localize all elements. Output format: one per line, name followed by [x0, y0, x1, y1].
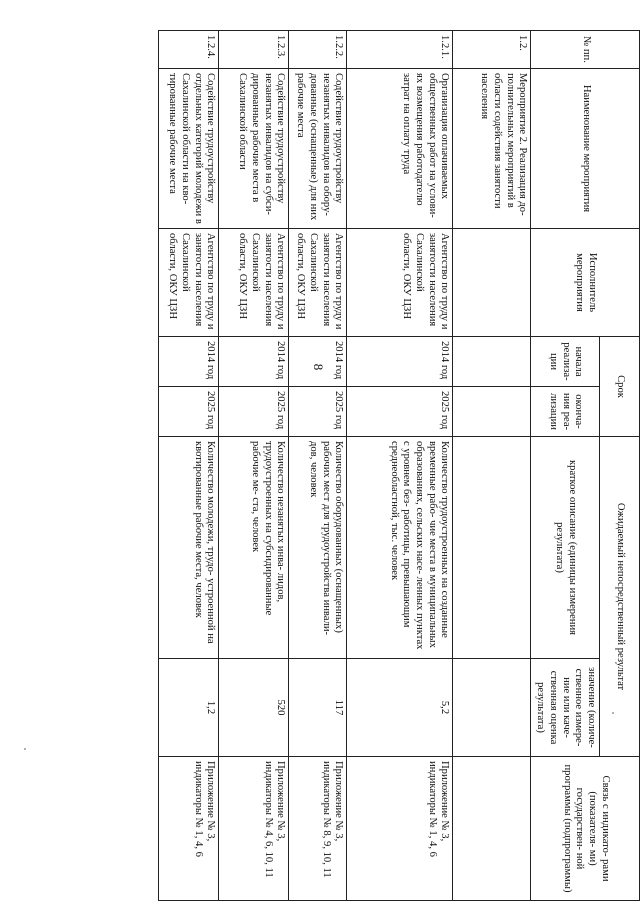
row-executor — [453, 229, 531, 337]
row-value: 5,2 — [347, 659, 453, 757]
header-executor: Исполнитель мероприятия — [531, 229, 640, 337]
row-end — [453, 387, 531, 437]
measures-table — [158, 30, 640, 901]
header-name: Наименование мероприятия — [531, 69, 640, 229]
row-desc — [453, 437, 531, 659]
row-num: 1.2.3. — [219, 31, 289, 69]
row-end: 2025 год — [289, 387, 347, 437]
row-desc: Количество трудоустроенных на созданные временные рабо- чие места в муниципальных образованиях, сельских насе- ленных пунктах с уровнем без- работицы, превышающим среднеобластной, тыс. человек — [347, 437, 453, 659]
table-sheet — [167, 30, 640, 900]
row-link — [453, 757, 531, 901]
header-result: Ожидаемый непосредственный результат — [600, 437, 640, 757]
scan-speck — [612, 712, 614, 714]
table-row — [453, 31, 531, 901]
row-num: 1.2.2. — [289, 31, 347, 69]
header-term-start: начала реализа- ции — [531, 337, 600, 387]
header-link: Связь с индикато- рами (показателя- ми) государствен- ной программы (подпрограммы) — [531, 757, 640, 901]
header-num: № пп. — [531, 31, 640, 69]
row-num: 1.2. — [453, 31, 531, 69]
row-end: 2025 год — [347, 387, 453, 437]
header-result-value: значение (количе- ственное измере- ние или каче- ственная оценка результата) — [531, 659, 600, 757]
table-row — [159, 31, 219, 901]
row-value: 520 — [219, 659, 289, 757]
row-value: 117 — [289, 659, 347, 757]
header-term: Срок — [600, 337, 640, 437]
header-term-end: оконча- ния реа- лизации — [531, 387, 600, 437]
table-row — [289, 31, 347, 901]
row-desc: Количество незанятых инва- лидов, трудоустроенных на субсидированные рабочие ме- ста, человек — [219, 437, 289, 659]
row-name: Содействие трудоустройству отдельных категорий молодежи в Сахалинской области на кво- тированные рабочие места — [159, 69, 219, 229]
row-link: Приложение № 3, индикаторы № 8, 9, 10, 11 — [289, 757, 347, 901]
page-number: 8 — [311, 363, 326, 371]
row-start: 2014 год — [219, 337, 289, 387]
row-num: 1.2.4. — [159, 31, 219, 69]
row-start: 2014 год — [159, 337, 219, 387]
row-executor: Агентство по труду и занятости населения Сахалинской области, ОКУ ЦЗН — [347, 229, 453, 337]
row-name: Содействие трудоустройству незанятых инвалидов на обору- дованные (оснащенные) для них рабочие места — [289, 69, 347, 229]
row-num: 1.2.1. — [347, 31, 453, 69]
table-row — [347, 31, 453, 901]
scan-speck — [24, 748, 26, 750]
row-executor: Агентство по труду и занятости населения Сахалинской области, ОКУ ЦЗН — [289, 229, 347, 337]
row-start — [453, 337, 531, 387]
row-desc: Количество молодежи, трудо- устроенной на квотированные рабочие места, человек — [159, 437, 219, 659]
row-end: 2025 год — [219, 387, 289, 437]
row-executor: Агентство по труду и занятости населения Сахалинской области, ОКУ ЦЗН — [159, 229, 219, 337]
row-name: Содействие трудоустройству незанятых инвалидов на субси- дированные рабочие места в Сахалинской области — [219, 69, 289, 229]
row-value: 1,2 — [159, 659, 219, 757]
row-value — [453, 659, 531, 757]
table-row — [219, 31, 289, 901]
header-result-desc: краткое описание (единицы измерения результата) — [531, 437, 600, 659]
row-link: Приложение № 3, индикаторы № 1, 4, 6 — [347, 757, 453, 901]
row-name: Мероприятие 2. Реализация до- полнительных мероприятий в области содействия занятости населения — [453, 69, 531, 229]
row-end: 2025 год — [159, 387, 219, 437]
row-executor: Агентство по труду и занятости населения Сахалинской области, ОКУ ЦЗН — [219, 229, 289, 337]
row-start: 2014 год — [289, 337, 347, 387]
row-link: Приложение № 3, индикаторы № 4, 6, 10, 11 — [219, 757, 289, 901]
row-link: Приложение № 3, индикаторы № 1, 4, 6 — [159, 757, 219, 901]
row-desc: Количество оборудованных (оснащенных) рабочих мест для трудоустройства инвали- дов, человек — [289, 437, 347, 659]
row-start: 2014 год — [347, 337, 453, 387]
header-row-1 — [600, 31, 640, 901]
row-name: Организация оплачиваемых общественных работ на услови- ях возмещения работодателю затрат на оплату труда — [347, 69, 453, 229]
